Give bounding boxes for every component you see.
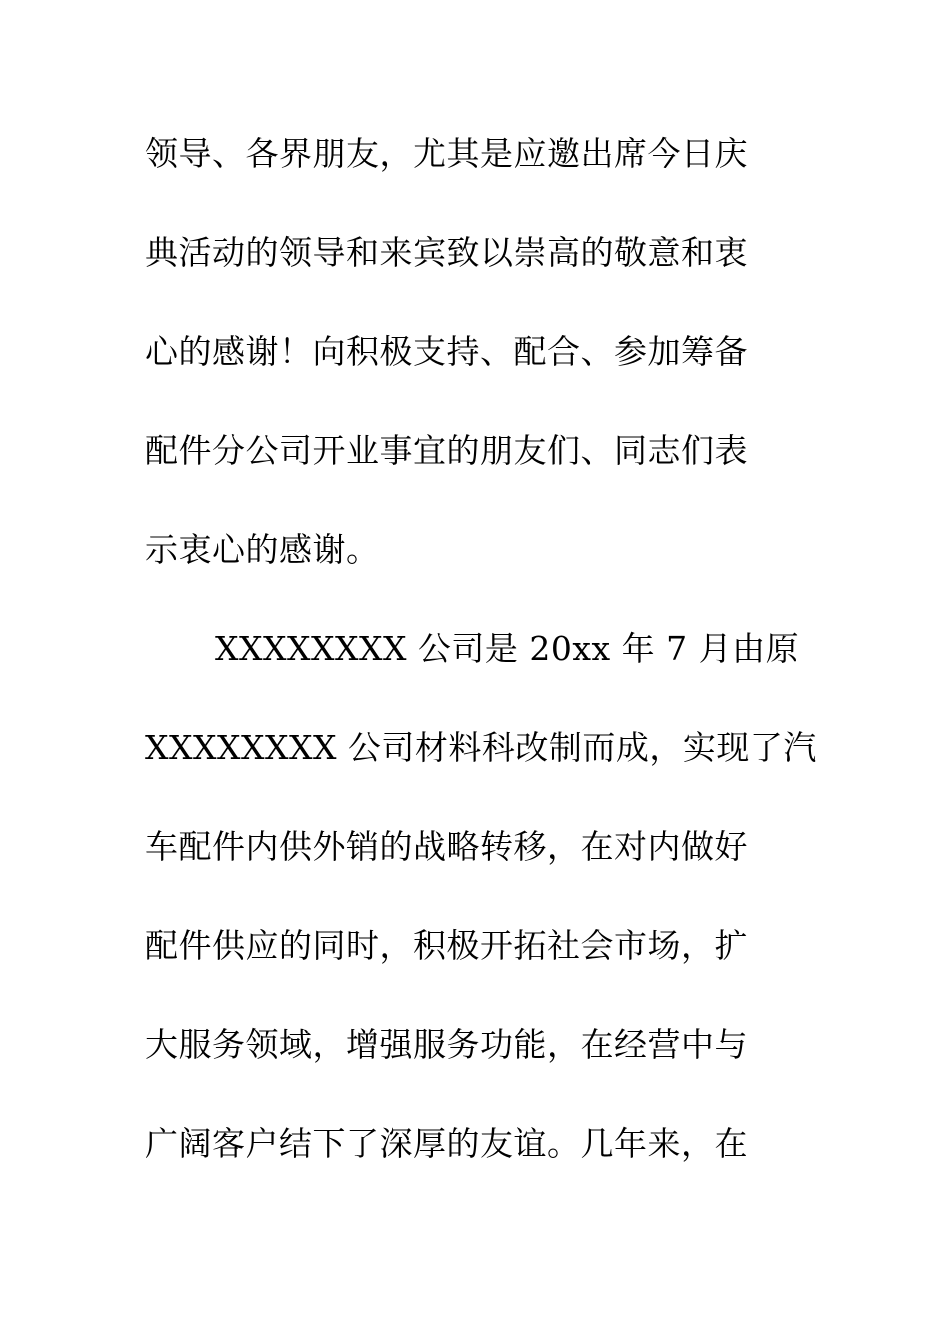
text-line: XXXXXXXX 公司材料科改制而成，实现了汽 (145, 728, 817, 767)
text-line: 典活动的领导和来宾致以崇高的敬意和衷 (145, 233, 748, 272)
text-line: 大服务领域，增强服务功能，在经营中与 (145, 1025, 748, 1064)
text-line: 配件分公司开业事宜的朋友们、同志们表 (145, 431, 748, 470)
paragraph-2 (145, 623, 817, 1217)
text-line-indented: XXXXXXXX 公司是 20xx 年 7 月由原 (215, 629, 800, 668)
text-line: 领导、各界朋友，尤其是应邀出席今日庆 (145, 134, 748, 173)
text-line: 车配件内供外销的战略转移，在对内做好 (145, 827, 748, 866)
text-line: 广阔客户结下了深厚的友谊。几年来，在 (145, 1124, 748, 1163)
text-line: 示衷心的感谢。 (145, 530, 380, 569)
text-line: 配件供应的同时，积极开拓社会市场，扩 (145, 926, 748, 965)
paragraph-1 (145, 128, 805, 623)
document-body (145, 128, 817, 1217)
text-line: 心的感谢！向积极支持、配合、参加筹备 (145, 332, 748, 371)
